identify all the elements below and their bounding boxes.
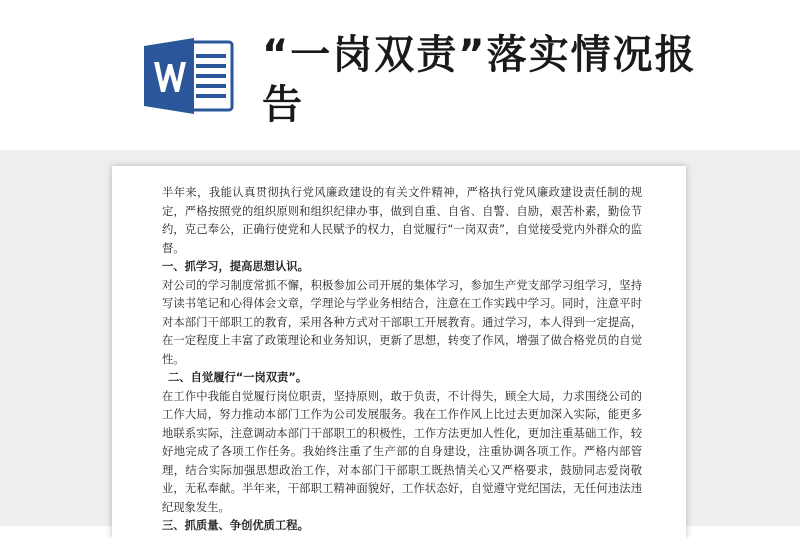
heading-duties: 二、自觉履行“一岗双责”。	[168, 371, 308, 384]
document-title: “一岗双责”落实情况报告	[262, 32, 697, 128]
document-page	[112, 166, 686, 538]
heading-study: 一、抓学习，提高思想认识。	[162, 260, 309, 273]
paragraph-study: 对公司的学习制度常抓不懈，积极参加公司开展的集体学习，参加生产党支部学习组学习，坚持写读书笔记和心得体会文章，学理论与学业务相结合，注意在工作实践中学习。同时，注意平时对本部门干部职工的教育，采用各种方式对干部职工开展教育。通过学习，本人得到一定提高，在一定程度上丰富了政策理论和业务知识，更新了思想，转变了作风，增强了做合格党员的自觉性。	[162, 278, 642, 366]
paragraph-duties: 在工作中我能自觉履行岗位职责，坚持原则，敢于负责，不计得失，顾全大局，力求围绕公司的工作大局，努力推动本部门工作为公司发展服务。我在工作作风上比过去更加深入实际，能更多地联系实际，注意调动本部门干部职工的积极性，工作方法更加人性化，更加注重基础工作，较好地完成了各项工作任务。我始终注重了生产部的自身建设，注重协调各项工作。严格内部管理，结合实际加强思想政治工作，对本部门干部职工既热情关心又严格要求，鼓励同志爱岗敬业，无私奉献。半年来，干部职工精神面貌好，工作状态好，自觉遵守党纪国法，无任何违法违纪现象发生。	[162, 389, 642, 514]
heading-quality: 三、抓质量、争创优质工程。	[162, 519, 309, 532]
header	[0, 0, 800, 150]
paragraph-intro: 半年来，我能认真贯彻执行党风廉政建设的有关文件精神，严格执行党风廉政建设责任制的规定，严格按照党的组织原则和组织纪律办事，做到自重、自省、自警、自励，艰苦朴素，勤俭节约，克己奉公，正确行使党和人民赋予的权力，自觉履行“一岗双责”，自觉接受党内外群众的监督。	[162, 186, 642, 255]
word-document-icon	[140, 36, 236, 116]
document-body	[162, 184, 642, 536]
